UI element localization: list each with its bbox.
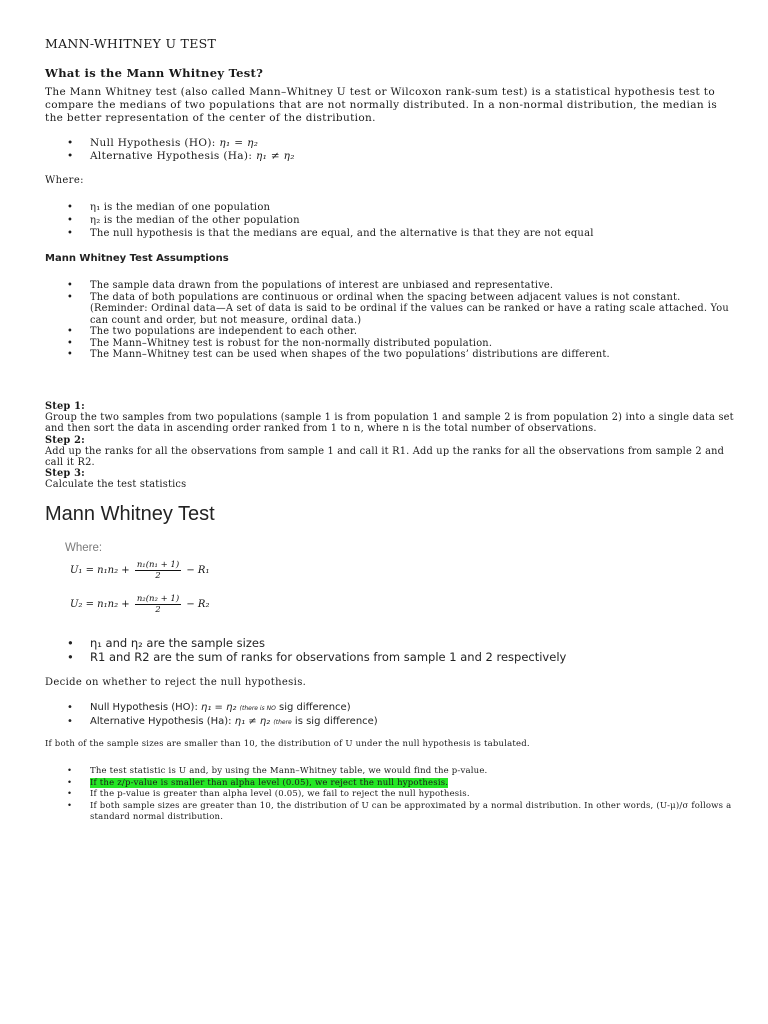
step-label: Step 3:: [45, 468, 85, 480]
alt-hypothesis-item-2: [45, 715, 745, 729]
sample-item: • η₁ and η₂ are the sample sizes: [45, 637, 745, 651]
steps-block: [45, 401, 735, 491]
assumptions-list: [45, 280, 735, 361]
alt-hypothesis-label: Alternative Hypothesis (Ha):: [90, 150, 253, 162]
alt-hypothesis-label-2: Alternative Hypothesis (Ha):: [90, 716, 232, 727]
assumption-item: • The Mann–Whitney test is robust for the non-normally distributed population.: [45, 338, 735, 350]
null-hypothesis-sub-2: (there is NO: [239, 705, 276, 712]
sample-item: • R1 and R2 are the sum of ranks for observations from sample 1 and 2 respectively: [45, 651, 745, 665]
assumptions-heading: Mann Whitney Test Assumptions: [45, 253, 229, 264]
step-text: Add up the ranks for all the observations from sample 1 and call it R1. Add up the ranks for all the observations from sample 2 and call it R2.: [45, 445, 725, 469]
small-note: If both of the sample sizes are smaller than 10, the distribution of U under the null hypothesis is tabulated.: [45, 739, 530, 749]
null-hypothesis-label-2: Null Hypothesis (HO):: [90, 702, 198, 713]
decide-text: Decide on whether to reject the null hypothesis.: [45, 677, 307, 688]
assumption-item: • The two populations are independent to each other.: [45, 326, 735, 338]
formula-u1: [70, 560, 209, 581]
assumption-item: • The data of both populations are continuous or ordinal when the spacing between adjacent values is not constant. (Reminder: Ordinal data—A set of data is said to be ordinal if the values can be ranked or have a rating scale attached. You can count and order, but not measure, ordinal data.): [45, 292, 735, 327]
formula-u2-rhs: − R₂: [186, 599, 210, 610]
assumption-item: • The sample data drawn from the populations of interest are unbiased and representative.: [45, 280, 735, 292]
alt-hypothesis-sub-2: (there: [273, 719, 292, 726]
where-label-grey: Where:: [65, 542, 103, 554]
formula-u2-lhs: U₂ = n₁n₂ +: [70, 599, 130, 610]
null-hypothesis-item: [45, 137, 735, 150]
null-hypothesis-label: Null Hypothesis (HO):: [90, 137, 216, 149]
sample-list: [45, 637, 745, 664]
formula-u1-fraction: [135, 560, 181, 581]
formula-u1-numerator: n₁(n₁ + 1): [136, 560, 180, 570]
alt-hypothesis-expr: η₁ ≠ η₂: [255, 150, 295, 162]
mann-whitney-test-heading: Mann Whitney Test: [45, 503, 215, 525]
final-item: • The test statistic is U and, by using the Mann–Whitney table, we would find the p-value.: [45, 766, 735, 778]
step-text: Calculate the test statistics: [45, 479, 187, 491]
formula-u2-numerator: n₂(n₂ + 1): [136, 594, 180, 604]
where-label: Where:: [45, 175, 84, 186]
final-item: • If both sample sizes are greater than 10, the distribution of U can be approximated by a normal distribution. In other words, (U-μ)/σ follows a standard normal distribution.: [45, 801, 735, 824]
formula-u1-denominator: 2: [155, 571, 161, 581]
null-hypothesis-item-2: [45, 701, 745, 715]
final-item-highlighted: [45, 778, 735, 790]
formula-u2: [70, 594, 209, 615]
step-label: Step 2:: [45, 434, 85, 446]
formula-u1-lhs: U₁ = n₁n₂ +: [70, 565, 130, 576]
final-list: [45, 766, 735, 824]
final-item: • If the p-value is greater than alpha level (0.05), we fail to reject the null hypothesis.: [45, 789, 735, 801]
hypothesis-list: [45, 137, 735, 163]
formula-u2-fraction: [135, 594, 181, 615]
where-item: • η₂ is the median of the other population: [45, 214, 735, 227]
highlighted-text: If the z/p-value is smaller than alpha level (0.05), we reject the null hypothesis.: [90, 777, 449, 788]
section-heading-what-is: What is the Mann Whitney Test?: [45, 66, 264, 80]
alt-hypothesis-tail-2: is sig difference): [294, 716, 378, 727]
assumption-item: • The Mann–Whitney test can be used when shapes of the two populations’ distributions are different.: [45, 349, 735, 361]
intro-paragraph: The Mann Whitney test (also called Mann–Whitney U test or Wilcoxon rank-sum test) is a statistical hypothesis test to compare the medians of two populations that are not normally distributed. In a non-normal distribution, the median is the better representation of the center of the distribution.: [45, 86, 718, 124]
null-hypothesis-expr-2: η₁ = η₂: [201, 702, 237, 713]
where-list: [45, 201, 735, 240]
alt-hypothesis-expr-2: η₁ ≠ η₂: [234, 716, 271, 727]
document-title: MANN-WHITNEY U TEST: [45, 36, 217, 51]
formula-u1-rhs: − R₁: [186, 565, 210, 576]
step-text: Group the two samples from two populations (sample 1 is from population 1 and sample 2 is from population 2) into a single data set and then sort the data in ascending order ranked from 1 to n, where n is the total number of observations.: [45, 412, 734, 435]
step-label: Step 1:: [45, 401, 85, 412]
null-hypothesis-tail-2: sig difference): [278, 702, 351, 713]
null-hypothesis-expr: η₁ = η₂: [219, 137, 259, 149]
where-item: • The null hypothesis is that the medians are equal, and the alternative is that they are not equal: [45, 227, 735, 240]
where-item: • η₁ is the median of one population: [45, 201, 735, 214]
hypothesis-list-2: [45, 701, 745, 729]
alt-hypothesis-item: [45, 150, 735, 163]
formula-u2-denominator: 2: [155, 605, 161, 615]
